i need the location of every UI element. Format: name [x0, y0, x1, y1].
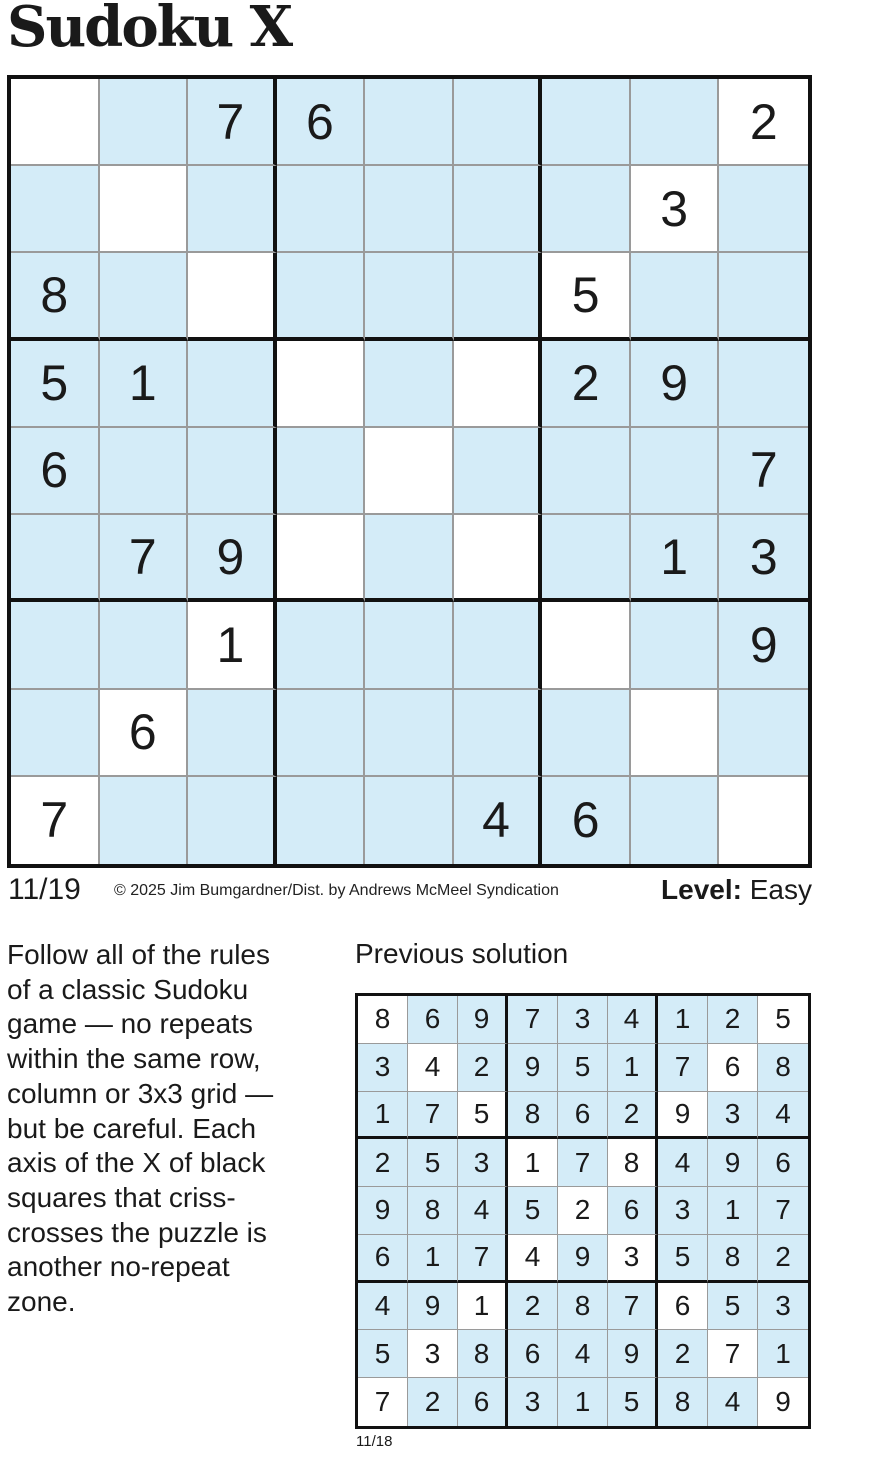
previous-solution-label: Previous solution	[355, 938, 569, 969]
sudoku-cell[interactable]	[277, 428, 366, 515]
sudoku-cell[interactable]	[277, 341, 366, 428]
solution-cell: 2	[608, 1092, 658, 1140]
sudoku-cell[interactable]	[719, 341, 808, 428]
solution-cell: 3	[558, 996, 608, 1044]
solution-cell: 2	[458, 1044, 508, 1092]
sudoku-cell[interactable]: 3	[631, 166, 720, 253]
sudoku-cell[interactable]	[719, 166, 808, 253]
solution-cell: 5	[408, 1139, 458, 1187]
sudoku-cell[interactable]	[365, 428, 454, 515]
solution-cell: 4	[358, 1283, 408, 1331]
sudoku-cell[interactable]	[188, 690, 277, 777]
solution-cell: 3	[708, 1092, 758, 1140]
solution-cell: 7	[508, 996, 558, 1044]
solution-cell: 4	[408, 1044, 458, 1092]
sudoku-cell[interactable]: 7	[188, 79, 277, 166]
solution-cell: 1	[708, 1187, 758, 1235]
puzzle-date: 11/19	[8, 873, 81, 906]
solution-cell: 8	[458, 1330, 508, 1378]
level-value: Easy	[749, 874, 812, 905]
sudoku-cell[interactable]	[542, 690, 631, 777]
solution-cell: 7	[708, 1330, 758, 1378]
instructions-text: Follow all of the rules of a classic Sudoku game — no repeats within the same row, column or 3x3 grid — but be careful. Each axis of the X of black squares that criss-crosses the puzzle is another no-repeat zone.	[7, 939, 274, 1318]
solution-cell: 4	[458, 1187, 508, 1235]
sudoku-cell[interactable]	[277, 777, 366, 864]
solution-cell: 2	[758, 1235, 808, 1283]
solution-cell: 5	[458, 1092, 508, 1140]
solution-cell: 2	[658, 1330, 708, 1378]
sudoku-cell[interactable]	[365, 777, 454, 864]
sudoku-cell[interactable]	[631, 777, 720, 864]
sudoku-cell[interactable]	[277, 602, 366, 689]
solution-cell: 7	[758, 1187, 808, 1235]
solution-cell: 3	[458, 1139, 508, 1187]
sudoku-cell[interactable]	[365, 690, 454, 777]
sudoku-cell[interactable]	[365, 253, 454, 340]
solution-cell: 7	[358, 1378, 408, 1426]
solution-cell: 5	[658, 1235, 708, 1283]
sudoku-cell[interactable]	[100, 777, 189, 864]
sudoku-cell[interactable]	[188, 166, 277, 253]
sudoku-cell[interactable]	[542, 166, 631, 253]
sudoku-cell[interactable]: 9	[719, 602, 808, 689]
solution-cell: 3	[508, 1378, 558, 1426]
solution-cell: 6	[358, 1235, 408, 1283]
sudoku-cell[interactable]	[277, 690, 366, 777]
sudoku-cell[interactable]	[631, 428, 720, 515]
solution-cell: 5	[758, 996, 808, 1044]
solution-cell: 9	[658, 1092, 708, 1140]
sudoku-cell[interactable]	[277, 515, 366, 602]
solution-cell: 4	[558, 1330, 608, 1378]
solution-cell: 4	[508, 1235, 558, 1283]
sudoku-cell[interactable]	[631, 253, 720, 340]
solution-cell: 8	[408, 1187, 458, 1235]
sudoku-cell[interactable]: 5	[11, 341, 100, 428]
solution-cell: 7	[458, 1235, 508, 1283]
solution-cell: 3	[608, 1235, 658, 1283]
solution-cell: 3	[408, 1330, 458, 1378]
solution-cell: 2	[508, 1283, 558, 1331]
solution-cell: 3	[758, 1283, 808, 1331]
sudoku-cell[interactable]	[100, 79, 189, 166]
solution-cell: 8	[358, 996, 408, 1044]
solution-cell: 3	[358, 1044, 408, 1092]
sudoku-cell[interactable]	[365, 602, 454, 689]
sudoku-cell[interactable]	[277, 166, 366, 253]
sudoku-cell[interactable]	[188, 428, 277, 515]
solution-cell: 4	[658, 1139, 708, 1187]
sudoku-cell[interactable]	[11, 602, 100, 689]
solution-cell: 7	[608, 1283, 658, 1331]
solution-cell: 5	[358, 1330, 408, 1378]
solution-cell: 9	[458, 996, 508, 1044]
sudoku-cell[interactable]	[11, 166, 100, 253]
solution-cell: 7	[658, 1044, 708, 1092]
solution-cell: 6	[558, 1092, 608, 1140]
solution-cell: 6	[658, 1283, 708, 1331]
solution-cell: 7	[558, 1139, 608, 1187]
sudoku-cell[interactable]: 6	[277, 79, 366, 166]
solution-cell: 1	[558, 1378, 608, 1426]
solution-cell: 6	[758, 1139, 808, 1187]
sudoku-cell[interactable]: 7	[100, 515, 189, 602]
sudoku-cell[interactable]	[719, 690, 808, 777]
sudoku-cell[interactable]	[277, 253, 366, 340]
previous-solution-date: 11/18	[356, 1433, 393, 1450]
previous-solution-grid	[355, 993, 811, 1429]
sudoku-cell[interactable]	[11, 515, 100, 602]
sudoku-cell[interactable]	[454, 79, 543, 166]
sudoku-cell[interactable]: 3	[719, 515, 808, 602]
sudoku-cell[interactable]	[100, 602, 189, 689]
sudoku-cell[interactable]: 4	[454, 777, 543, 864]
sudoku-cell[interactable]	[454, 166, 543, 253]
sudoku-cell[interactable]: 6	[100, 690, 189, 777]
solution-cell: 6	[608, 1187, 658, 1235]
sudoku-cell[interactable]	[542, 515, 631, 602]
solution-cell: 5	[708, 1283, 758, 1331]
solution-cell: 8	[658, 1378, 708, 1426]
sudoku-cell[interactable]	[454, 515, 543, 602]
sudoku-cell[interactable]	[542, 602, 631, 689]
level-label: Level:	[661, 874, 742, 905]
solution-cell: 5	[558, 1044, 608, 1092]
sudoku-cell[interactable]	[188, 253, 277, 340]
solution-cell: 6	[508, 1330, 558, 1378]
copyright-notice: © 2025 Jim Bumgardner/Dist. by Andrews McMeel Syndication	[114, 882, 559, 899]
sudoku-cell[interactable]	[365, 341, 454, 428]
solution-cell: 1	[458, 1283, 508, 1331]
sudoku-cell[interactable]	[365, 515, 454, 602]
solution-cell: 5	[508, 1187, 558, 1235]
sudoku-cell[interactable]	[719, 253, 808, 340]
solution-cell: 1	[358, 1092, 408, 1140]
solution-cell: 6	[458, 1378, 508, 1426]
solution-cell: 9	[608, 1330, 658, 1378]
sudoku-cell[interactable]: 2	[542, 341, 631, 428]
solution-cell: 8	[708, 1235, 758, 1283]
solution-cell: 8	[758, 1044, 808, 1092]
sudoku-cell[interactable]: 1	[631, 515, 720, 602]
sudoku-cell[interactable]	[454, 428, 543, 515]
sudoku-cell[interactable]	[365, 79, 454, 166]
sudoku-cell[interactable]	[631, 690, 720, 777]
solution-cell: 1	[758, 1330, 808, 1378]
solution-cell: 4	[708, 1378, 758, 1426]
sudoku-cell[interactable]	[188, 341, 277, 428]
solution-cell: 3	[658, 1187, 708, 1235]
sudoku-cell[interactable]: 6	[542, 777, 631, 864]
solution-cell: 9	[358, 1187, 408, 1235]
solution-cell: 2	[708, 996, 758, 1044]
sudoku-cell[interactable]	[542, 428, 631, 515]
solution-cell: 7	[408, 1092, 458, 1140]
difficulty-level	[661, 874, 812, 906]
solution-cell: 1	[408, 1235, 458, 1283]
solution-cell: 9	[508, 1044, 558, 1092]
sudoku-cell[interactable]	[719, 777, 808, 864]
solution-cell: 8	[608, 1139, 658, 1187]
sudoku-cell[interactable]	[631, 602, 720, 689]
solution-cell: 2	[558, 1187, 608, 1235]
solution-cell: 9	[758, 1378, 808, 1426]
solution-cell: 5	[608, 1378, 658, 1426]
sudoku-cell[interactable]	[454, 602, 543, 689]
solution-cell: 8	[508, 1092, 558, 1140]
sudoku-cell[interactable]: 1	[100, 341, 189, 428]
sudoku-cell[interactable]	[365, 166, 454, 253]
sudoku-grid	[7, 75, 812, 868]
sudoku-cell[interactable]	[631, 79, 720, 166]
solution-cell: 1	[608, 1044, 658, 1092]
sudoku-cell[interactable]	[454, 690, 543, 777]
solution-cell: 2	[358, 1139, 408, 1187]
solution-cell: 9	[558, 1235, 608, 1283]
sudoku-cell[interactable]: 2	[719, 79, 808, 166]
solution-cell: 1	[658, 996, 708, 1044]
solution-cell: 6	[708, 1044, 758, 1092]
sudoku-cell[interactable]	[454, 253, 543, 340]
sudoku-cell[interactable]	[100, 166, 189, 253]
sudoku-cell[interactable]: 6	[11, 428, 100, 515]
sudoku-cell[interactable]	[11, 690, 100, 777]
sudoku-cell[interactable]	[11, 79, 100, 166]
sudoku-cell[interactable]: 1	[188, 602, 277, 689]
sudoku-cell[interactable]	[100, 428, 189, 515]
sudoku-cell[interactable]	[454, 341, 543, 428]
puzzle-title: Sudoku X	[7, 0, 292, 60]
solution-cell: 6	[408, 996, 458, 1044]
solution-cell: 9	[408, 1283, 458, 1331]
solution-cell: 2	[408, 1378, 458, 1426]
sudoku-cell[interactable]: 9	[631, 341, 720, 428]
sudoku-cell[interactable]: 8	[11, 253, 100, 340]
solution-cell: 8	[558, 1283, 608, 1331]
solution-cell: 1	[508, 1139, 558, 1187]
solution-cell: 4	[608, 996, 658, 1044]
solution-cell: 4	[758, 1092, 808, 1140]
sudoku-cell[interactable]	[100, 253, 189, 340]
sudoku-cell[interactable]	[542, 79, 631, 166]
sudoku-cell[interactable]: 7	[719, 428, 808, 515]
sudoku-cell[interactable]: 5	[542, 253, 631, 340]
sudoku-cell[interactable]	[188, 777, 277, 864]
sudoku-cell[interactable]: 7	[11, 777, 100, 864]
sudoku-cell[interactable]: 9	[188, 515, 277, 602]
solution-cell: 9	[708, 1139, 758, 1187]
